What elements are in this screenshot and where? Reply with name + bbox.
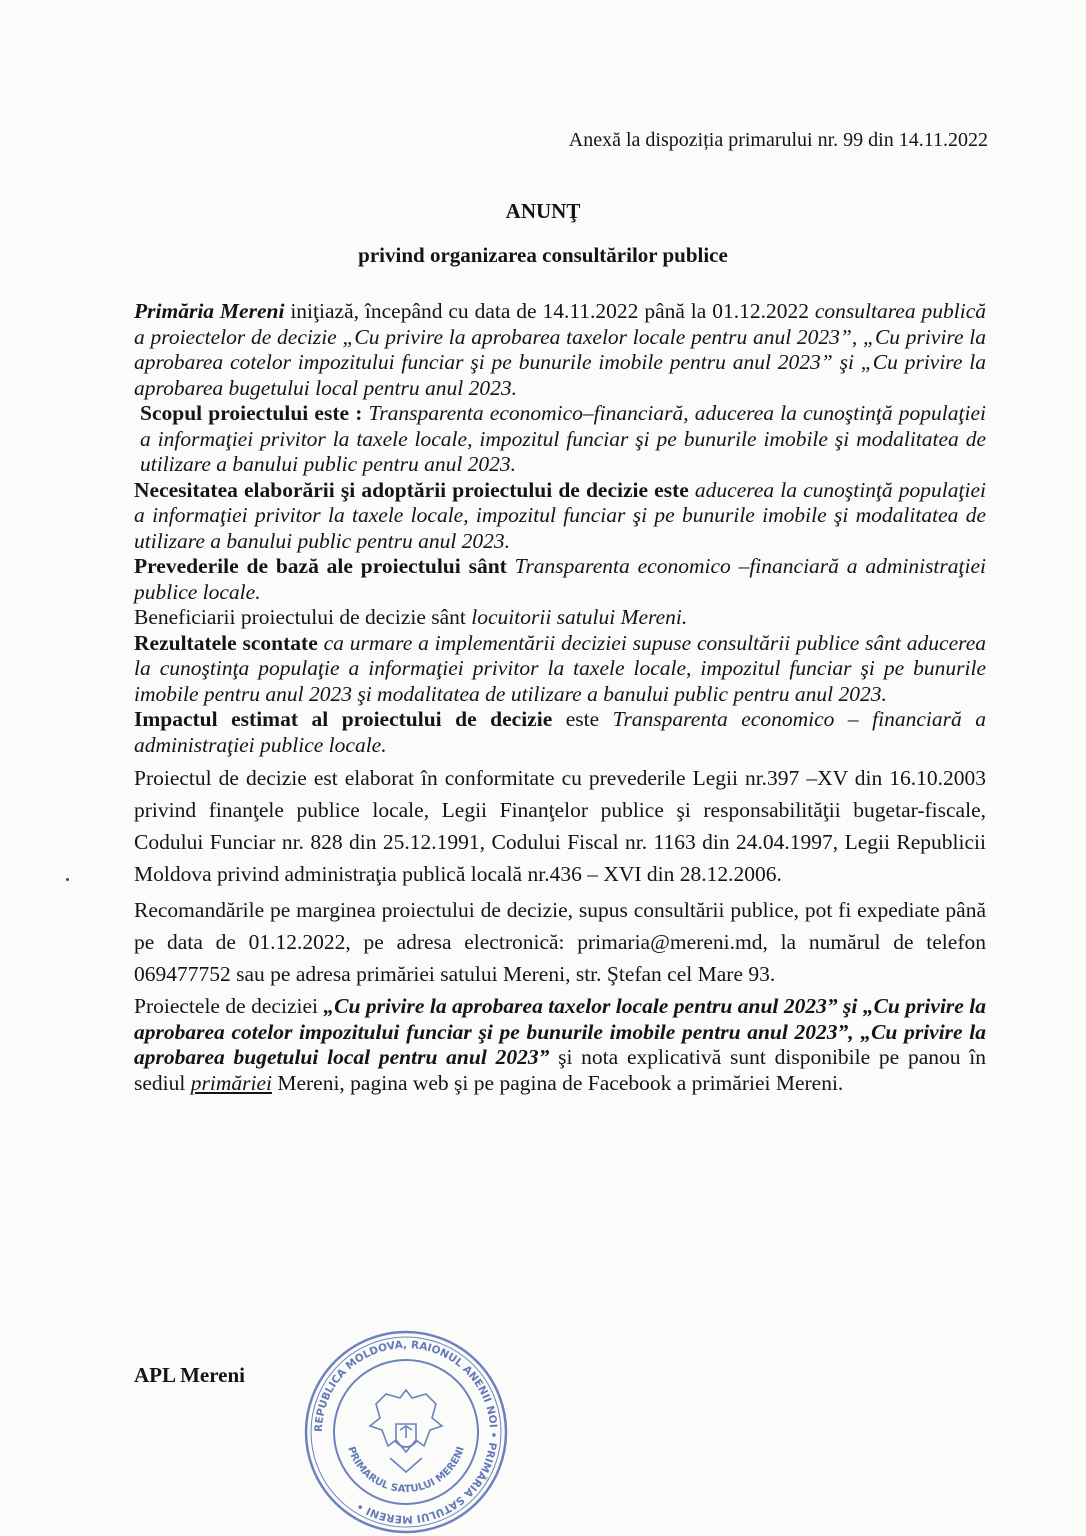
impact-text: Transparenta economico – financiară a administraţiei publice locale. — [134, 707, 986, 757]
results-text: ca urmare a implementării deciziei supuse consultării publice sânt aducerea la cunoştinţa populaţie a informaţiei privitor la taxele locale, impozitul funciar şi pe bunurile imobile pentru anul 2023 şi modalitatea de utilizare a banului public pentru anul 2023. — [134, 630, 987, 706]
availability-end: Mereni, pagina web şi pe pagina de Facebook a primăriei Mereni. — [271, 1070, 844, 1095]
paragraph-intro — [134, 299, 986, 401]
impact-label: Impactul estimat al proiectului de decizie — [134, 707, 553, 731]
paragraph-beneficiaries — [134, 605, 986, 631]
coat-of-arms-icon — [370, 1390, 442, 1472]
signature-block: APL Mereni — [134, 1363, 246, 1387]
paragraph-provisions — [134, 554, 986, 605]
consultation-subject: consultarea publică a proiectelor de decizie „Cu privire la aprobarea taxelor locale pentru anul 2023”, „Cu privire la aprobarea cotelor impozitului funciar şi pe bunurile imobile pentru anul 2023” şi „Cu privire la aprobarea bugetului local pentru anul 2023. — [134, 299, 986, 400]
paragraph-availability — [134, 994, 986, 1096]
impact-connector: este — [552, 707, 613, 731]
paragraph-scope — [134, 401, 986, 478]
annex-reference: Anexă la dispoziția primarului nr. 99 din 14.11.2022 — [568, 129, 988, 151]
necessity-text: aducerea la cunoştinţă populaţiei a informaţiei privitor la taxele locale, impozitul funciar şi pe bunurile imobile şi modalitatea de utilizare a banului public pentru anul 2023. — [134, 477, 986, 553]
paragraph-recommendations: Recomandările pe marginea proiectului de decizie, supus consultării publice, pot fi expediate până pe data de 01.12.2022, pe adresa electronică: primaria@mereni.md, la numărul de telefon 069477752 sau pe adresa primăriei satului Mereni, str. Ştefan cel Mare 93. — [134, 898, 986, 986]
results-label: Rezultatele scontate — [134, 630, 324, 655]
availability-intro: Proiectele de deciziei — [134, 994, 324, 1018]
necessity-label: Necesitatea elaborării şi adoptării proiectului de decizie este — [134, 477, 695, 502]
document-subtitle: privind organizarea consultărilor publice — [358, 243, 728, 267]
document-body — [134, 299, 986, 1096]
project-titles: „Cu privire la aprobarea taxelor locale pentru anul 2023” şi „Cu privire la aprobarea cotelor impozitului funciar şi pe bunurile imobile pentru anul 2023”, „Cu privire la aprobarea bugetului local pentru anul 2023” — [134, 994, 986, 1069]
paragraph-results — [134, 631, 986, 708]
consultation-period: iniţiază, începând cu data de 14.11.2022 până la 01.12.2022 — [284, 299, 815, 323]
scan-speck — [66, 878, 69, 881]
scope-text: Transparenta economico–financiară, aducerea la cunoştinţă populaţiei a informaţiei privitor la taxele locale, impozitul funciar şi pe bunurile imobile şi modalitatea de utilizare a banului public pentru anul 2023. — [140, 401, 986, 476]
provisions-text: Transparenta economico –financiară a administraţiei publice locale. — [134, 554, 986, 604]
beneficiaries-text: locuitorii satului Mereni. — [471, 605, 688, 629]
paragraph-legal-basis: Proiectul de decizie est elaborat în conformitate cu prevederile Legii nr.397 –XV din 16.10.2003 privind finanţele publice locale, Legii Finanţelor publice şi responsabilităţii bugetar-fiscale, Codului Funciar nr. 828 din 25.12.1991, Codului Fiscal nr. 1163 din 24.04.1997, Legii Republicii Moldova privind administraţia publică locală nr.436 – XVI din 28.12.2006. — [134, 766, 986, 886]
scope-label: Scopul proiectului este : — [140, 401, 369, 425]
official-stamp — [302, 1328, 510, 1536]
document-title: ANUNŢ — [505, 199, 581, 223]
paragraph-necessity — [134, 478, 986, 555]
town-hall-word: primăriei — [190, 1070, 272, 1095]
availability-text: şi nota explicativă sunt disponibile pe panou în sediul — [134, 1045, 986, 1095]
stamp-outer-text: REPUBLICA MOLDOVA, RAIONUL ANENII NOI • PRIMĂRIA SATULUI MERENI • — [312, 1338, 500, 1526]
stamp-bottom-text: PRIMARUL SATULUI MERENI — [345, 1445, 467, 1496]
institution-name: Primăria Mereni — [134, 299, 285, 323]
beneficiaries-label: Beneficiarii proiectului de decizie sânt — [134, 605, 472, 629]
paragraph-impact — [134, 707, 986, 758]
provisions-label: Prevederile de bază ale proiectului sânt — [134, 554, 515, 578]
